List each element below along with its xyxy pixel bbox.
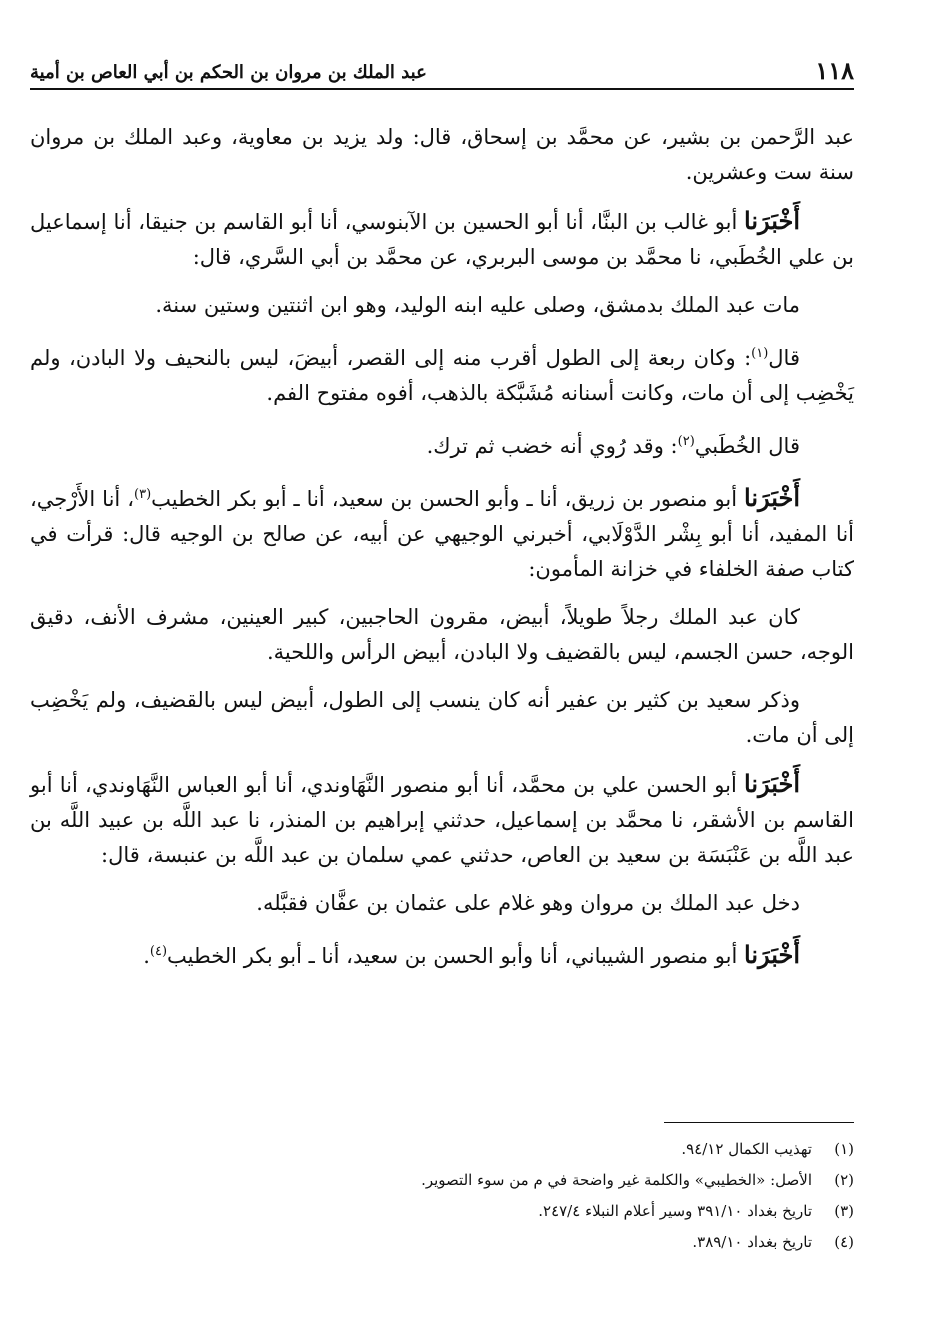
footnote-divider xyxy=(664,1122,854,1123)
paragraph xyxy=(30,288,854,323)
paragraph-text: مات عبد الملك بدمشق، وصلى عليه ابنه الوليد، وهو ابن اثنتين وستين سنة. xyxy=(155,293,800,317)
footnote-number: (٣) xyxy=(834,1202,854,1220)
paragraph xyxy=(30,336,854,411)
footnote-ref: (٢) xyxy=(677,434,695,449)
footnote-text: تاريخ بغداد ٣٩١/١٠ وسير أعلام النبلاء ٢٤٧/٤. xyxy=(538,1202,812,1220)
paragraph-text: عبد الرَّحمن بن بشير، عن محمَّد بن إسحاق، قال: ولد يزيد بن معاوية، وعبد الملك بن مروان سنة ست وعشرين. xyxy=(30,125,854,184)
footnote-ref: (٤) xyxy=(149,944,168,959)
paragraph-text: قال الخُطَبي xyxy=(694,434,800,458)
paragraph-text: دخل عبد الملك بن مروان وهو غلام على عثمان بن عفَّان فقبَّله. xyxy=(256,891,800,915)
akhbarana-lead: أَخْبَرَنا xyxy=(744,769,800,798)
paragraph xyxy=(30,886,854,921)
paragraph-text: . xyxy=(143,944,150,968)
main-text xyxy=(30,120,854,987)
paragraph-text: أبو منصور الشيباني، أنا وأبو الحسن بن سعيد، أنا ـ أبو بكر الخطيب xyxy=(167,944,745,968)
paragraph xyxy=(30,477,854,587)
paragraph-text: : وكان ربعة إلى الطول أقرب منه إلى القصر، أبيضَ، ليس بالنحيف ولا البادن، ولم يَخْضِب إلى أن مات، وكانت أسنانه مُشَبَّكة بالذهب، أفوه مفتوح الفم. xyxy=(30,346,854,405)
paragraph xyxy=(30,424,854,464)
footnote-number: (١) xyxy=(834,1140,854,1158)
paragraph-text: أبو غالب بن البنَّا، أنا أبو الحسين بن الآبنوسي، أنا أبو القاسم بن جنيقا، أنا إسماعيل بن علي الخُطَبي، نا محمَّد بن موسى البربري، عن محمَّد بن أبي السَّري، قال: xyxy=(30,210,854,269)
footnote-number: (٤) xyxy=(834,1233,854,1251)
footnote xyxy=(30,1165,854,1196)
paragraph-text: ، أنا الأَرْجي، أنا المفيد، أنا أبو بِشْر الدَّوْلَابي، أخبرني الوجيهي عن أبيه، عن صالح بن الوجيه قال: قرأت في كتاب صفة الخلفاء في خزانة المأمون: xyxy=(30,487,854,581)
footnote-text: تاريخ بغداد ٣٨٩/١٠. xyxy=(692,1233,812,1251)
footnotes xyxy=(30,1134,854,1258)
akhbarana-lead: أَخْبَرَنا xyxy=(744,206,800,235)
paragraph xyxy=(30,203,854,275)
paragraph xyxy=(30,600,854,670)
footnote xyxy=(30,1134,854,1165)
akhbarana-lead: أَخْبَرَنا xyxy=(744,940,800,969)
paragraph xyxy=(30,766,854,873)
footnote-ref: (٣) xyxy=(134,487,152,502)
footnote xyxy=(30,1227,854,1258)
footnote-ref: (١) xyxy=(751,346,769,361)
paragraph xyxy=(30,120,854,190)
footnote-text: تهذيب الكمال ٩٤/١٢. xyxy=(681,1140,812,1158)
akhbarana-lead: أَخْبَرَنا xyxy=(744,483,800,512)
paragraph-text: قال xyxy=(768,346,800,370)
footnote xyxy=(30,1196,854,1227)
paragraph xyxy=(30,934,854,974)
footnote-text: الأصل: «الخطيبي» والكلمة غير واضحة في م من سوء التصوير. xyxy=(421,1171,812,1189)
paragraph-text: أبو الحسن علي بن محمَّد، أنا أبو منصور النَّهَاوندي، أنا أبو العباس النَّهَاوندي، أنا أبو القاسم بن الأشقر، نا محمَّد بن إسماعيل، حدثني إبراهيم بن المنذر، نا عبد اللَّه بن عبيد اللَّه بن عبد اللَّه بن عَنْبَسَة بن سعيد بن العاص، حدثني عمي سلمان بن عبد اللَّه بن عنبسة، قال: xyxy=(30,773,854,867)
page-header xyxy=(30,54,854,90)
running-title: عبد الملك بن مروان بن الحكم بن أبي العاص بن أمية xyxy=(30,62,427,83)
paragraph-text: وذكر سعيد بن كثير بن عفير أنه كان ينسب إلى الطول، أبيض ليس بالقضيف، ولم يَخْضِب إلى أن مات. xyxy=(30,688,854,747)
paragraph xyxy=(30,683,854,753)
paragraph-text: : وقد رُوي أنه خضب ثم ترك. xyxy=(426,434,678,458)
paragraph-text: كان عبد الملك رجلاً طويلاً، أبيض، مقرون الحاجبين، كبير العينين، مشرف الأنف، دقيق الوجه، حسن الجسم، ليس بالقضيف ولا البادن، أبيض الرأس واللحية. xyxy=(30,605,854,664)
paragraph-text: أبو منصور بن زريق، أنا ـ وأبو الحسن بن سعيد، أنا ـ أبو بكر الخطيب xyxy=(151,487,745,511)
footnote-number: (٢) xyxy=(834,1171,854,1189)
page-number: ١١٨ xyxy=(815,56,854,85)
